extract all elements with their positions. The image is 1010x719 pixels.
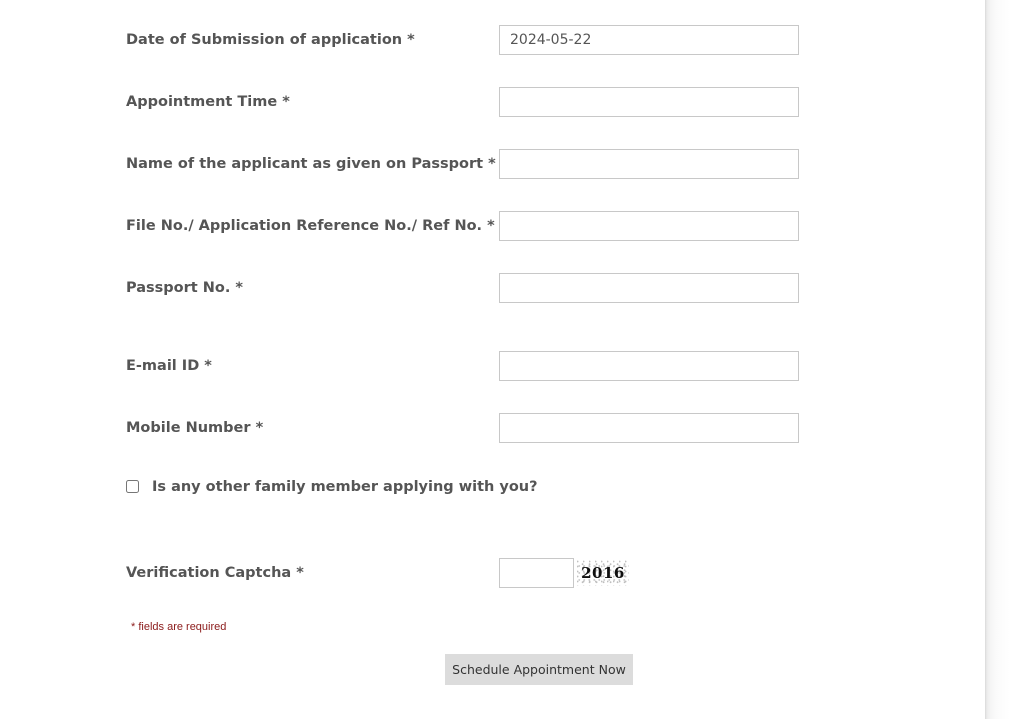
- email-input[interactable]: [499, 351, 799, 381]
- submission-date-label: Date of Submission of application *: [126, 32, 415, 48]
- file-number-input[interactable]: [499, 211, 799, 241]
- captcha-label: Verification Captcha *: [126, 565, 304, 581]
- family-member-label[interactable]: Is any other family member applying with you?: [152, 479, 538, 495]
- mobile-number-input[interactable]: [499, 413, 799, 443]
- submission-date-input[interactable]: [499, 25, 799, 55]
- family-member-checkbox[interactable]: [126, 480, 139, 493]
- file-number-label: File No./ Application Reference No./ Ref No. *: [126, 218, 495, 234]
- mobile-number-label: Mobile Number *: [126, 420, 264, 436]
- appointment-time-input[interactable]: [499, 87, 799, 117]
- captcha-image: [577, 560, 629, 586]
- appointment-time-label: Appointment Time *: [126, 94, 290, 110]
- required-fields-note: * fields are required: [131, 621, 227, 633]
- captcha-input[interactable]: [499, 558, 574, 588]
- applicant-name-label: Name of the applicant as given on Passport *: [126, 156, 496, 172]
- applicant-name-input[interactable]: [499, 149, 799, 179]
- page-shadow: [985, 0, 1010, 719]
- schedule-appointment-button[interactable]: Schedule Appointment Now: [445, 654, 633, 685]
- email-label: E-mail ID *: [126, 358, 212, 374]
- passport-number-input[interactable]: [499, 273, 799, 303]
- passport-number-label: Passport No. *: [126, 280, 243, 296]
- captcha-text: 2016: [581, 564, 625, 582]
